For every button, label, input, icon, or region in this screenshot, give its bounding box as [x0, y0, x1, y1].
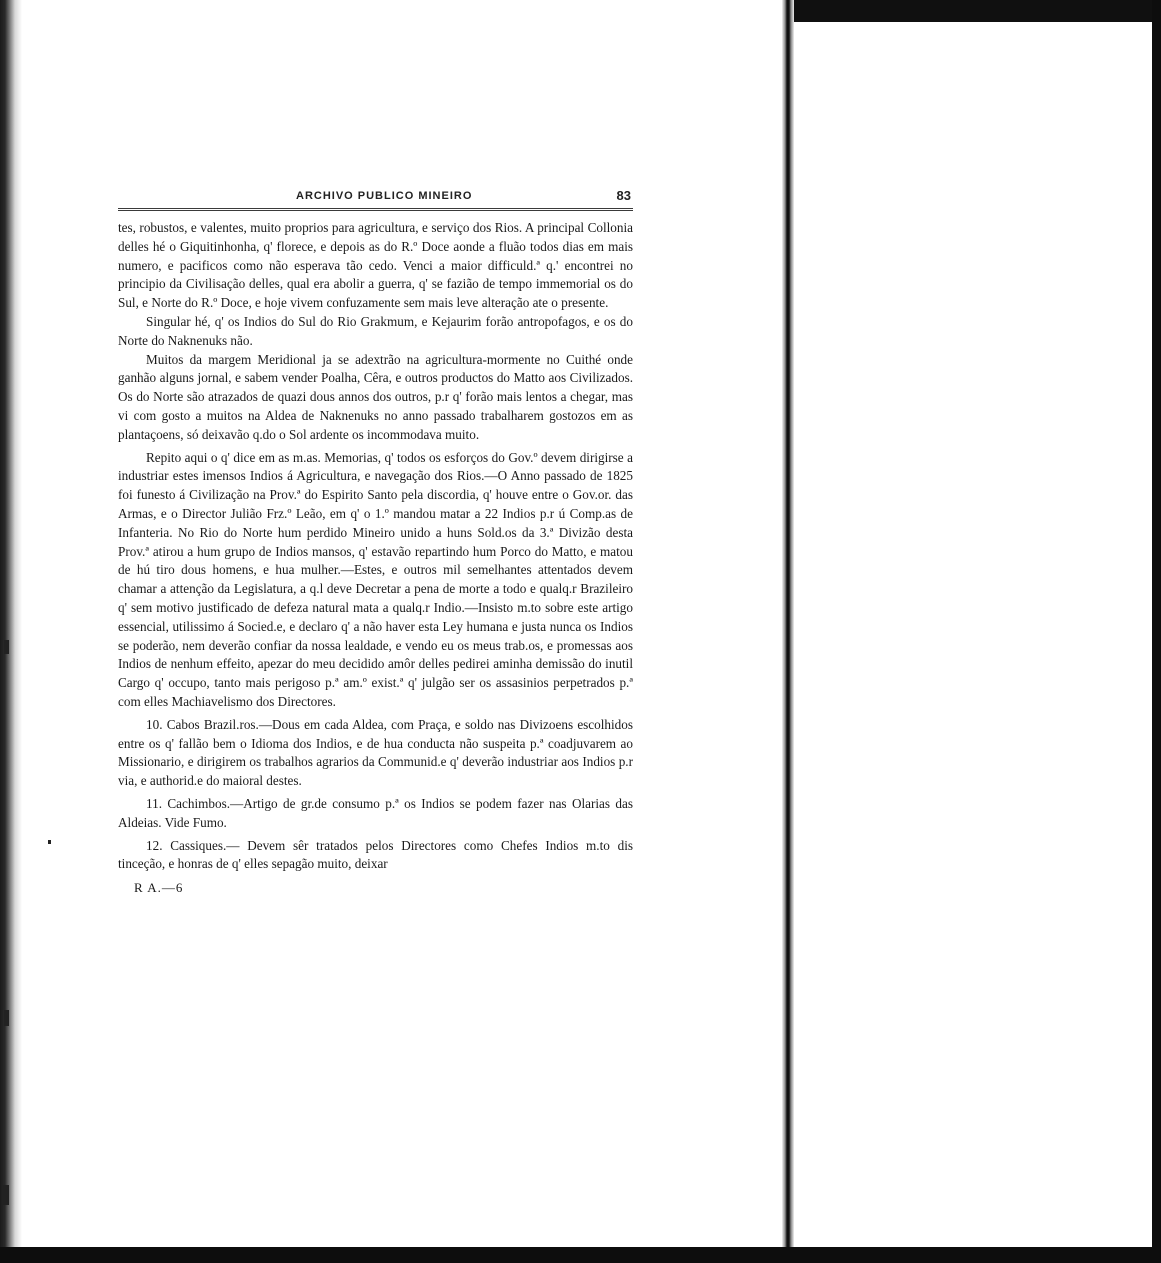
scan-top-edge [790, 0, 1161, 22]
paragraph: 12. Cassiques.— Devem sêr tratados pelos Directores como Chefes Indios m.to dis tinceção, e honras de q' elles sepagão muito, deixar [118, 837, 633, 872]
scan-speck [4, 1010, 9, 1026]
book-page [118, 186, 633, 896]
paragraph: 10. Cabos Brazil.ros.—Dous em cada Aldea, com Praça, e soldo nas Divizoens escolhidos entre os q' fallão bem o Idioma dos Indios, e de hua conducta não suspeita p.ª coadjuvarem ao Missionario, e dirigirem os trabalhos agrarios da Communid.e q' deverão industriar aos Indios p.r via, e authorid.e do maioral destes. [118, 716, 633, 789]
page-number: 83 [616, 188, 631, 203]
running-title: ARCHIVO PUBLICO MINEIRO [296, 190, 473, 202]
paragraph: Singular hé, q' os Indios do Sul do Rio Grakmum, e Kejaurim forão antropofagos, e os do Norte do Naknenuks não. [118, 313, 633, 348]
header-rule [118, 208, 633, 211]
paragraph: Muitos da margem Meridional ja se adextrão na agricultura-mormente no Cuithé onde ganhão alguns jornal, e sabem vender Poalha, Cêra, e outros productos do Matto aos Civilizados. Os do Norte são atrazados de quazi dous annos dos outros, p.r q' forão mais lentos a chegar, mas vi com gosto a muitos na Aldea de Naknenuks no anno passado trabalharem gostozos em as plantaçoens, só deixavão q.do o Sol ardente os incommodava muito. [118, 351, 633, 442]
running-head [118, 186, 633, 208]
scan-speck [3, 1185, 9, 1205]
paragraph: Repito aqui o q' dice em as m.as. Memorias, q' todos os esforços do Gov.º devem dirigirse a industriar estes imensos Indios á Agricultura, e navegação dos Rios.—O Anno passado de 1825 foi funesto á Civilização na Prov.ª do Espirito Santo pela discordia, q' houve entre o Gov.or. das Armas, e o Director Julião Frz.º Leão, em q' o 1.º mandou matar a 22 Indios p.r ú Comp.as de Infanteria. No Rio do Norte hum perdido Mineiro unido a huns Sold.os da 3.ª Divizão desta Prov.ª atirou a hum grupo de Indios mansos, q' estavão repartindo hum Porco do Matto, e matou de hú tiro dous homens, e hua mulher.—Estes, e outros mil semelhantes attentados devem chamar a attenção da Legislatura, a q.l deve Decretar a pena de morte a todo e qualq.r Brazileiro q' sem motivo justificado de defeza natural mata a qualq.r Indio.—Insisto m.to sobre este artigo essencial, utilissimo á Socied.e, e declaro q' a não haver esta Ley humana e justa nunca os Indios se poderão, nem deverão confiar da nossa lealdade, e vendo eu os meus trab.os, e promessas aos Indios de nenhum effeito, apezar do meu decidido amôr delles pedirei aminha demissão do inutil Cargo q' occupo, tanto mais perigoso p.ª am.º exist.ª q' julgão ser os assasinios perpetrados p.ª com elles Machiavelismo dos Directores. [118, 449, 633, 709]
scan-speck [48, 840, 51, 844]
scan-right-edge [1152, 0, 1161, 1263]
paragraph: tes, robustos, e valentes, muito proprios para agricultura, e serviço dos Rios. A principal Collonia delles hé o Giquitinhonha, q' florece, e depois as do R.º Doce aonde a fluão todos dias em mais numero, e pacificos como não esperava tão cedo. Venci a maior difficuld.ª q.' encontrei no principio da Civilisação delles, qual era abolir a guerra, q' se fazião de tempo immemorial os do Sul, e Norte do R.º Doce, e hoje vivem confuzamente sem mais leve alteração ate o presente. [118, 220, 633, 311]
book-gutter [782, 0, 794, 1263]
scan-left-edge [0, 0, 22, 1263]
scan-bottom-edge [0, 1247, 1161, 1263]
signature-mark: R A.—6 [134, 880, 184, 896]
scan-speck [4, 640, 9, 654]
body-text [118, 219, 633, 874]
paragraph: 11. Cachimbos.—Artigo de gr.de consumo p.ª os Indios se podem fazer nas Olarias das Aldeias. Vide Fumo. [118, 795, 633, 830]
